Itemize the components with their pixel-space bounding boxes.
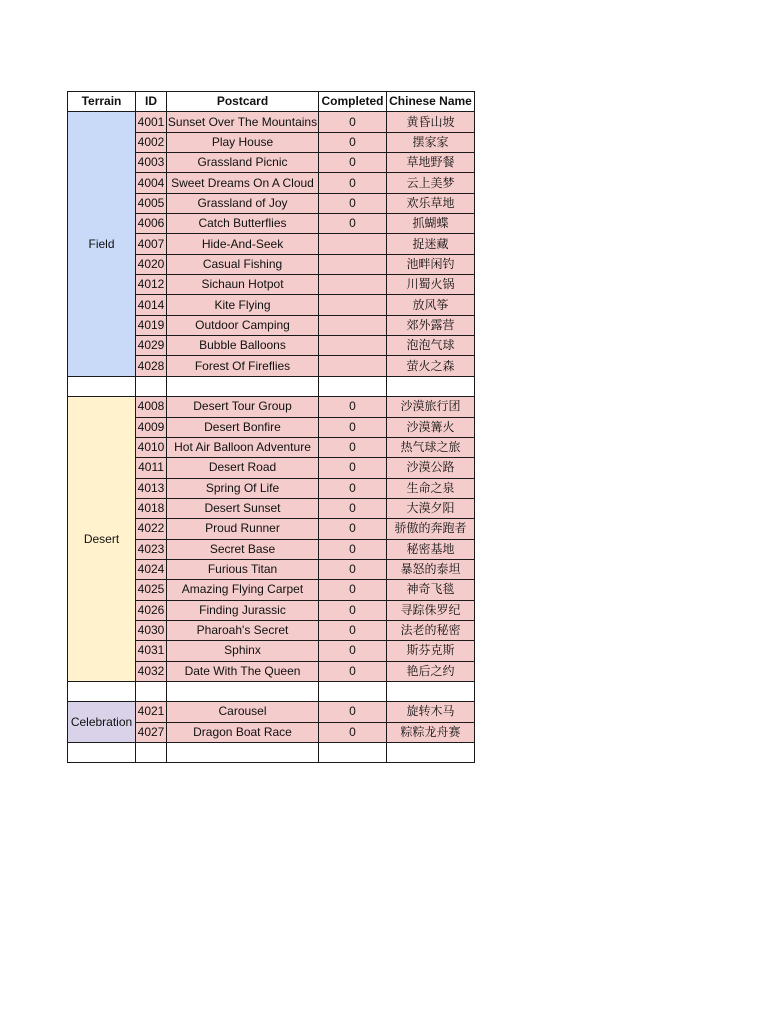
completed-cell[interactable]: 0 [319,417,387,437]
chinese-name-cell[interactable]: 郊外露营 [387,315,475,335]
id-cell[interactable]: 4004 [136,173,167,193]
postcard-cell[interactable]: Furious Titan [167,559,319,579]
chinese-name-cell[interactable]: 艳后之约 [387,661,475,681]
postcard-cell[interactable]: Grassland Picnic [167,153,319,173]
blank-row [68,681,475,701]
id-cell[interactable]: 4031 [136,641,167,661]
postcard-cell[interactable]: Spring Of Life [167,478,319,498]
header-postcard[interactable]: Postcard [167,92,319,112]
id-cell[interactable]: 4021 [136,702,167,722]
chinese-name-cell[interactable]: 粽粽龙舟赛 [387,722,475,742]
completed-cell[interactable] [319,336,387,356]
chinese-name-cell[interactable]: 旋转木马 [387,702,475,722]
completed-cell[interactable] [319,254,387,274]
terrain-cell[interactable]: Field [68,112,136,376]
chinese-name-cell[interactable]: 欢乐草地 [387,193,475,213]
postcard-cell[interactable]: Secret Base [167,539,319,559]
chinese-name-cell[interactable]: 秘密基地 [387,539,475,559]
postcard-cell[interactable]: Desert Sunset [167,498,319,518]
postcard-cell[interactable]: Grassland of Joy [167,193,319,213]
header-completed[interactable]: Completed [319,92,387,112]
id-cell[interactable]: 4001 [136,112,167,132]
postcard-cell[interactable]: Carousel [167,702,319,722]
empty-cell[interactable] [136,681,167,701]
chinese-name-cell[interactable]: 法老的秘密 [387,620,475,640]
chinese-name-cell[interactable]: 斯芬克斯 [387,641,475,661]
id-cell[interactable]: 4018 [136,498,167,518]
blank-row [68,743,475,763]
postcard-cell[interactable]: Sunset Over The Mountains [167,112,319,132]
id-cell[interactable]: 4011 [136,458,167,478]
completed-cell[interactable]: 0 [319,580,387,600]
completed-cell[interactable]: 0 [319,702,387,722]
id-cell[interactable]: 4007 [136,234,167,254]
postcard-cell[interactable]: Sichaun Hotpot [167,275,319,295]
empty-cell[interactable] [167,681,319,701]
table-row [68,112,475,132]
chinese-name-cell[interactable]: 摆家家 [387,132,475,152]
postcard-cell[interactable]: Casual Fishing [167,254,319,274]
chinese-name-cell[interactable]: 放风筝 [387,295,475,315]
completed-cell[interactable]: 0 [319,641,387,661]
terrain-cell[interactable]: Celebration [68,702,136,743]
completed-cell[interactable] [319,295,387,315]
chinese-name-cell[interactable]: 沙漠旅行团 [387,397,475,417]
completed-cell[interactable]: 0 [319,153,387,173]
header-chinese-name[interactable]: Chinese Name [387,92,475,112]
postcard-table [67,91,475,763]
chinese-name-cell[interactable]: 沙漠篝火 [387,417,475,437]
completed-cell[interactable]: 0 [319,112,387,132]
chinese-name-cell[interactable]: 神奇飞毯 [387,580,475,600]
chinese-name-cell[interactable]: 抓蝴蝶 [387,214,475,234]
id-cell[interactable]: 4030 [136,620,167,640]
id-cell[interactable]: 4003 [136,153,167,173]
id-cell[interactable]: 4024 [136,559,167,579]
completed-cell[interactable]: 0 [319,559,387,579]
completed-cell[interactable]: 0 [319,620,387,640]
header-row [68,92,475,112]
postcard-cell[interactable]: Dragon Boat Race [167,722,319,742]
completed-cell[interactable]: 0 [319,173,387,193]
completed-cell[interactable]: 0 [319,539,387,559]
blank-row [68,376,475,396]
id-cell[interactable]: 4014 [136,295,167,315]
id-cell[interactable]: 4029 [136,336,167,356]
completed-cell[interactable]: 0 [319,498,387,518]
empty-cell[interactable] [167,743,319,763]
completed-cell[interactable]: 0 [319,397,387,417]
chinese-name-cell[interactable]: 沙漠公路 [387,458,475,478]
table-row [68,397,475,417]
postcard-cell[interactable]: Amazing Flying Carpet [167,580,319,600]
postcard-cell[interactable]: Desert Road [167,458,319,478]
id-cell[interactable]: 4026 [136,600,167,620]
id-cell[interactable]: 4027 [136,722,167,742]
postcard-cell[interactable]: Play House [167,132,319,152]
postcard-cell[interactable]: Finding Jurassic [167,600,319,620]
chinese-name-cell[interactable]: 大漠夕阳 [387,498,475,518]
empty-cell[interactable] [387,376,475,396]
id-cell[interactable]: 4023 [136,539,167,559]
chinese-name-cell[interactable]: 草地野餐 [387,153,475,173]
chinese-name-cell[interactable]: 云上美梦 [387,173,475,193]
chinese-name-cell[interactable]: 萤火之森 [387,356,475,376]
id-cell[interactable]: 4006 [136,214,167,234]
empty-cell[interactable] [167,376,319,396]
completed-cell[interactable]: 0 [319,722,387,742]
postcard-cell[interactable]: Catch Butterflies [167,214,319,234]
completed-cell[interactable]: 0 [319,478,387,498]
id-cell[interactable]: 4009 [136,417,167,437]
empty-cell[interactable] [387,743,475,763]
header-id[interactable]: ID [136,92,167,112]
table-row [68,702,475,722]
postcard-cell[interactable]: Pharoah's Secret [167,620,319,640]
chinese-name-cell[interactable]: 捉迷藏 [387,234,475,254]
postcard-cell[interactable]: Forest Of Fireflies [167,356,319,376]
postcard-cell[interactable]: Sweet Dreams On A Cloud [167,173,319,193]
id-cell[interactable]: 4020 [136,254,167,274]
postcard-cell[interactable]: Bubble Balloons [167,336,319,356]
chinese-name-cell[interactable]: 生命之泉 [387,478,475,498]
chinese-name-cell[interactable]: 热气球之旅 [387,437,475,457]
completed-cell[interactable]: 0 [319,214,387,234]
completed-cell[interactable] [319,315,387,335]
chinese-name-cell[interactable]: 池畔闲钓 [387,254,475,274]
empty-cell[interactable] [319,681,387,701]
chinese-name-cell[interactable]: 川蜀火锅 [387,275,475,295]
id-cell[interactable]: 4028 [136,356,167,376]
empty-cell[interactable] [136,376,167,396]
completed-cell[interactable]: 0 [319,437,387,457]
empty-cell[interactable] [68,376,136,396]
completed-cell[interactable]: 0 [319,519,387,539]
postcard-cell[interactable]: Kite Flying [167,295,319,315]
chinese-name-cell[interactable]: 黄昏山坡 [387,112,475,132]
id-cell[interactable]: 4010 [136,437,167,457]
empty-cell[interactable] [319,743,387,763]
postcard-cell[interactable]: Hot Air Balloon Adventure [167,437,319,457]
completed-cell[interactable] [319,275,387,295]
completed-cell[interactable] [319,234,387,254]
id-cell[interactable]: 4012 [136,275,167,295]
postcard-cell[interactable]: Desert Bonfire [167,417,319,437]
completed-cell[interactable]: 0 [319,458,387,478]
id-cell[interactable]: 4032 [136,661,167,681]
postcard-cell[interactable]: Date With The Queen [167,661,319,681]
completed-cell[interactable]: 0 [319,600,387,620]
empty-cell[interactable] [136,743,167,763]
id-cell[interactable]: 4022 [136,519,167,539]
chinese-name-cell[interactable]: 暴怒的泰坦 [387,559,475,579]
id-cell[interactable]: 4008 [136,397,167,417]
chinese-name-cell[interactable]: 泡泡气球 [387,336,475,356]
header-terrain[interactable]: Terrain [68,92,136,112]
id-cell[interactable]: 4002 [136,132,167,152]
completed-cell[interactable]: 0 [319,132,387,152]
id-cell[interactable]: 4005 [136,193,167,213]
completed-cell[interactable] [319,356,387,376]
id-cell[interactable]: 4013 [136,478,167,498]
terrain-cell[interactable]: Desert [68,397,136,682]
empty-cell[interactable] [387,681,475,701]
id-cell[interactable]: 4025 [136,580,167,600]
empty-cell[interactable] [319,376,387,396]
id-cell[interactable]: 4019 [136,315,167,335]
postcard-cell[interactable]: Sphinx [167,641,319,661]
chinese-name-cell[interactable]: 寻踪侏罗纪 [387,600,475,620]
completed-cell[interactable]: 0 [319,193,387,213]
postcard-cell[interactable]: Proud Runner [167,519,319,539]
postcard-cell[interactable]: Hide-And-Seek [167,234,319,254]
chinese-name-cell[interactable]: 骄傲的奔跑者 [387,519,475,539]
postcard-cell[interactable]: Outdoor Camping [167,315,319,335]
empty-cell[interactable] [68,681,136,701]
empty-cell[interactable] [68,743,136,763]
postcard-cell[interactable]: Desert Tour Group [167,397,319,417]
completed-cell[interactable]: 0 [319,661,387,681]
